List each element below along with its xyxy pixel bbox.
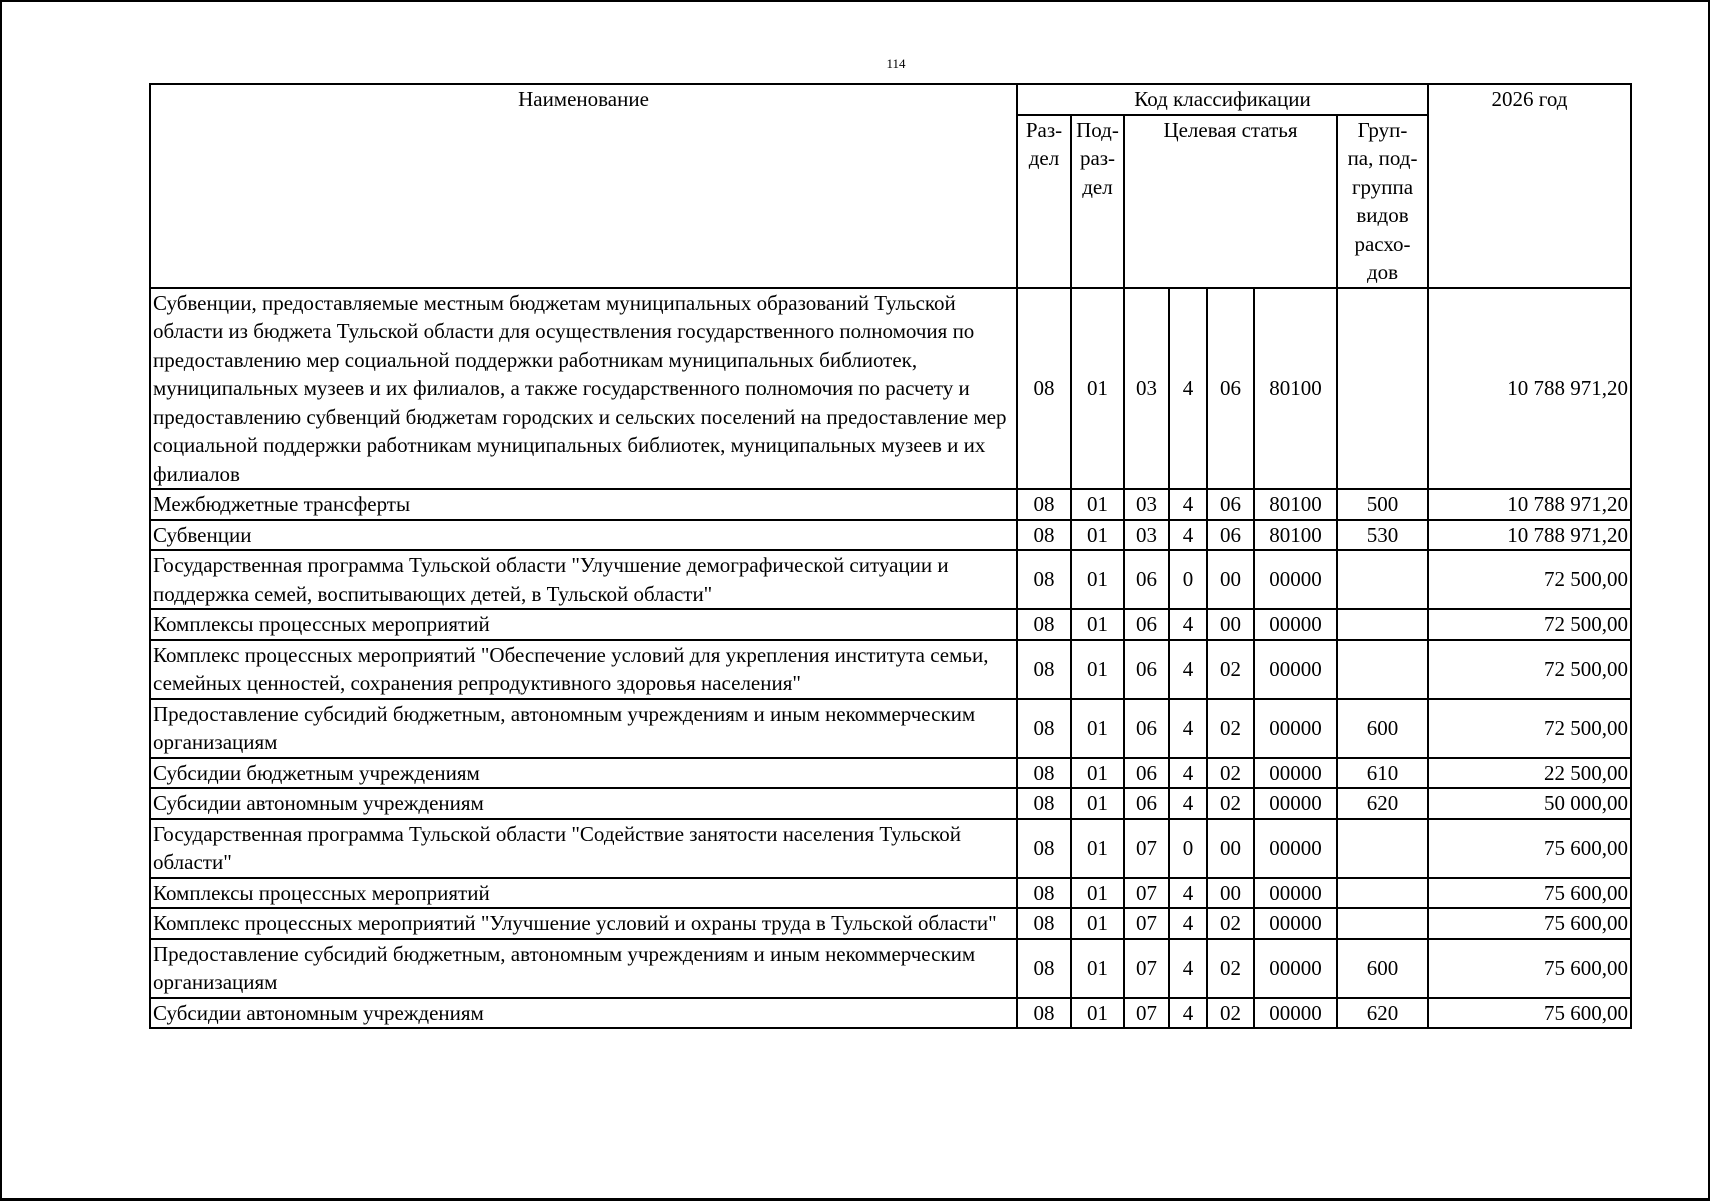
- row-target-type: 4: [1169, 699, 1207, 758]
- row-expense-group: [1337, 878, 1428, 909]
- row-target-type: 4: [1169, 788, 1207, 819]
- row-amount: 72 500,00: [1428, 699, 1631, 758]
- row-name: Государственная программа Тульской области "Содействие занятости населения Тульской области": [150, 819, 1017, 878]
- budget-table: [149, 83, 1632, 1029]
- row-expense-group: 620: [1337, 998, 1428, 1029]
- row-target-subprogram: 06: [1207, 520, 1254, 551]
- row-razdel: 08: [1017, 819, 1071, 878]
- row-amount: 22 500,00: [1428, 758, 1631, 789]
- row-expense-group: [1337, 288, 1428, 490]
- row-target-subprogram: 00: [1207, 819, 1254, 878]
- table-row: [150, 288, 1631, 490]
- row-target-program: 07: [1124, 819, 1169, 878]
- table-header: [150, 84, 1631, 288]
- row-razdel: 08: [1017, 640, 1071, 699]
- row-amount: 10 788 971,20: [1428, 489, 1631, 520]
- row-target-subprogram: 02: [1207, 788, 1254, 819]
- row-podrazdel: 01: [1071, 640, 1124, 699]
- row-target-direction: 00000: [1254, 788, 1337, 819]
- header-year: 2026 год: [1428, 84, 1631, 288]
- row-target-subprogram: 00: [1207, 878, 1254, 909]
- table-row: [150, 550, 1631, 609]
- row-podrazdel: 01: [1071, 520, 1124, 551]
- table-row: [150, 758, 1631, 789]
- row-name: Субвенции, предоставляемые местным бюджетам муниципальных образований Тульской области из бюджета Тульской области для осуществления государственного полномочия по предоставлению мер социальной поддержки работникам муниципальных библиотек, муниципальных музеев и их филиалов, а также государственного полномочия по расчету и предоставлению субвенций бюджетам городских и сельских поселений на предоставление мер социальной поддержки работникам муниципальных библиотек, муниципальных музеев и их филиалов: [150, 288, 1017, 490]
- row-amount: 72 500,00: [1428, 609, 1631, 640]
- row-podrazdel: 01: [1071, 758, 1124, 789]
- header-name: Наименование: [150, 84, 1017, 288]
- row-expense-group: [1337, 819, 1428, 878]
- row-razdel: 08: [1017, 288, 1071, 490]
- row-target-subprogram: 02: [1207, 939, 1254, 998]
- row-expense-group: 610: [1337, 758, 1428, 789]
- row-razdel: 08: [1017, 550, 1071, 609]
- row-target-subprogram: 06: [1207, 489, 1254, 520]
- row-target-direction: 00000: [1254, 609, 1337, 640]
- row-target-direction: 80100: [1254, 520, 1337, 551]
- row-target-type: 4: [1169, 609, 1207, 640]
- row-target-subprogram: 02: [1207, 998, 1254, 1029]
- row-target-program: 06: [1124, 758, 1169, 789]
- row-amount: 75 600,00: [1428, 998, 1631, 1029]
- row-amount: 72 500,00: [1428, 550, 1631, 609]
- row-podrazdel: 01: [1071, 998, 1124, 1029]
- row-razdel: 08: [1017, 699, 1071, 758]
- row-name: Комплекс процессных мероприятий "Обеспечение условий для укрепления института семьи, семейных ценностей, сохранения репродуктивного здоровья населения": [150, 640, 1017, 699]
- row-razdel: 08: [1017, 908, 1071, 939]
- table-row: [150, 699, 1631, 758]
- row-name: Комплекс процессных мероприятий "Улучшение условий и охраны труда в Тульской области": [150, 908, 1017, 939]
- header-code: Код классификации: [1017, 84, 1428, 115]
- row-name: Субвенции: [150, 520, 1017, 551]
- row-target-type: 4: [1169, 939, 1207, 998]
- row-target-direction: 80100: [1254, 288, 1337, 490]
- row-target-type: 0: [1169, 550, 1207, 609]
- table-row: [150, 998, 1631, 1029]
- row-name: Предоставление субсидий бюджетным, автономным учреждениям и иным некоммерческим организациям: [150, 699, 1017, 758]
- row-target-direction: 00000: [1254, 908, 1337, 939]
- row-amount: 50 000,00: [1428, 788, 1631, 819]
- table-row: [150, 878, 1631, 909]
- row-podrazdel: 01: [1071, 288, 1124, 490]
- row-name: Субсидии автономным учреждениям: [150, 788, 1017, 819]
- row-podrazdel: 01: [1071, 878, 1124, 909]
- row-expense-group: 500: [1337, 489, 1428, 520]
- row-target-program: 07: [1124, 998, 1169, 1029]
- row-target-direction: 00000: [1254, 699, 1337, 758]
- row-amount: 10 788 971,20: [1428, 520, 1631, 551]
- row-expense-group: [1337, 908, 1428, 939]
- row-amount: 75 600,00: [1428, 819, 1631, 878]
- row-target-direction: 00000: [1254, 939, 1337, 998]
- table-body: [150, 288, 1631, 1029]
- table-row: [150, 489, 1631, 520]
- row-target-subprogram: 02: [1207, 640, 1254, 699]
- header-group: Груп- па, под- группа видов расхо- дов: [1337, 115, 1428, 288]
- row-name: Государственная программа Тульской области "Улучшение демографической ситуации и поддержка семей, воспитывающих детей, в Тульской области": [150, 550, 1017, 609]
- row-razdel: 08: [1017, 489, 1071, 520]
- row-target-direction: 00000: [1254, 640, 1337, 699]
- row-amount: 72 500,00: [1428, 640, 1631, 699]
- row-razdel: 08: [1017, 998, 1071, 1029]
- row-razdel: 08: [1017, 758, 1071, 789]
- row-podrazdel: 01: [1071, 609, 1124, 640]
- row-target-direction: 00000: [1254, 878, 1337, 909]
- row-target-program: 06: [1124, 640, 1169, 699]
- row-expense-group: 600: [1337, 699, 1428, 758]
- table-row: [150, 908, 1631, 939]
- row-target-program: 06: [1124, 699, 1169, 758]
- row-amount: 75 600,00: [1428, 908, 1631, 939]
- row-target-subprogram: 00: [1207, 609, 1254, 640]
- row-podrazdel: 01: [1071, 908, 1124, 939]
- row-razdel: 08: [1017, 609, 1071, 640]
- row-razdel: 08: [1017, 939, 1071, 998]
- row-expense-group: 530: [1337, 520, 1428, 551]
- table-row: [150, 788, 1631, 819]
- header-razdel: Раз- дел: [1017, 115, 1071, 288]
- row-amount: 75 600,00: [1428, 878, 1631, 909]
- row-target-type: 4: [1169, 520, 1207, 551]
- row-name: Субсидии бюджетным учреждениям: [150, 758, 1017, 789]
- row-podrazdel: 01: [1071, 550, 1124, 609]
- row-target-program: 03: [1124, 489, 1169, 520]
- row-name: Субсидии автономным учреждениям: [150, 998, 1017, 1029]
- row-name: Комплексы процессных мероприятий: [150, 878, 1017, 909]
- row-target-program: 06: [1124, 550, 1169, 609]
- table-row: [150, 640, 1631, 699]
- row-podrazdel: 01: [1071, 819, 1124, 878]
- row-amount: 75 600,00: [1428, 939, 1631, 998]
- row-expense-group: [1337, 609, 1428, 640]
- row-name: Предоставление субсидий бюджетным, автономным учреждениям и иным некоммерческим организациям: [150, 939, 1017, 998]
- row-podrazdel: 01: [1071, 939, 1124, 998]
- row-podrazdel: 01: [1071, 489, 1124, 520]
- row-target-program: 07: [1124, 878, 1169, 909]
- table-row: [150, 819, 1631, 878]
- row-expense-group: 620: [1337, 788, 1428, 819]
- row-razdel: 08: [1017, 788, 1071, 819]
- row-target-subprogram: 02: [1207, 758, 1254, 789]
- row-target-type: 4: [1169, 998, 1207, 1029]
- row-target-type: 4: [1169, 758, 1207, 789]
- row-target-subprogram: 02: [1207, 908, 1254, 939]
- row-razdel: 08: [1017, 520, 1071, 551]
- row-target-type: 4: [1169, 878, 1207, 909]
- row-target-program: 06: [1124, 609, 1169, 640]
- header-podrazdel: Под- раз- дел: [1071, 115, 1124, 288]
- row-target-type: 4: [1169, 908, 1207, 939]
- row-expense-group: [1337, 550, 1428, 609]
- row-expense-group: [1337, 640, 1428, 699]
- table-row: [150, 520, 1631, 551]
- row-razdel: 08: [1017, 878, 1071, 909]
- table-row: [150, 609, 1631, 640]
- row-target-direction: 00000: [1254, 998, 1337, 1029]
- row-target-subprogram: 06: [1207, 288, 1254, 490]
- row-target-type: 4: [1169, 288, 1207, 490]
- row-amount: 10 788 971,20: [1428, 288, 1631, 490]
- row-target-program: 03: [1124, 520, 1169, 551]
- header-target: Целевая статья: [1124, 115, 1337, 288]
- row-target-program: 06: [1124, 788, 1169, 819]
- row-target-program: 07: [1124, 939, 1169, 998]
- row-target-direction: 00000: [1254, 550, 1337, 609]
- row-podrazdel: 01: [1071, 699, 1124, 758]
- row-podrazdel: 01: [1071, 788, 1124, 819]
- row-target-subprogram: 02: [1207, 699, 1254, 758]
- row-target-program: 03: [1124, 288, 1169, 490]
- row-target-type: 0: [1169, 819, 1207, 878]
- row-target-direction: 80100: [1254, 489, 1337, 520]
- row-target-program: 07: [1124, 908, 1169, 939]
- row-name: Комплексы процессных мероприятий: [150, 609, 1017, 640]
- row-name: Межбюджетные трансферты: [150, 489, 1017, 520]
- table-row: [150, 939, 1631, 998]
- row-target-type: 4: [1169, 640, 1207, 699]
- row-target-type: 4: [1169, 489, 1207, 520]
- row-target-direction: 00000: [1254, 819, 1337, 878]
- row-expense-group: 600: [1337, 939, 1428, 998]
- page-number: 114: [886, 56, 906, 71]
- row-target-subprogram: 00: [1207, 550, 1254, 609]
- row-target-direction: 00000: [1254, 758, 1337, 789]
